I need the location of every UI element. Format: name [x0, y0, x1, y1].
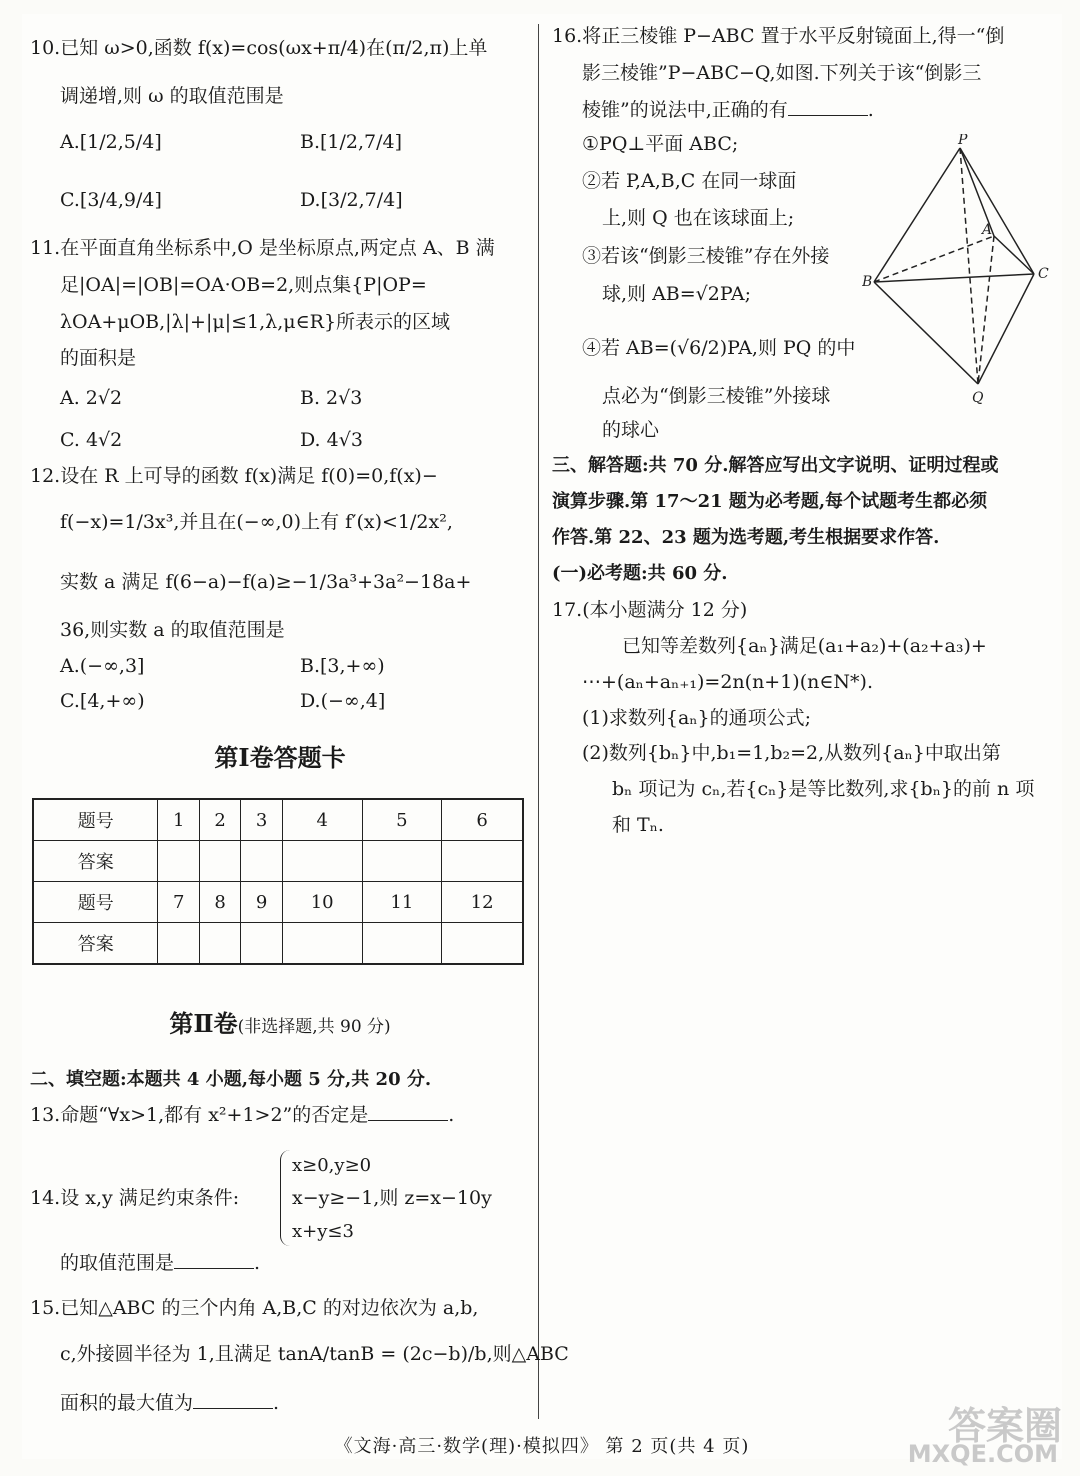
- q10-option-d: D.[3/2,7/4]: [300, 189, 403, 211]
- reflected-pyramid-diagram: [862, 134, 1062, 414]
- table-row: [33, 841, 523, 882]
- q17-part2-line1: (2)数列{bₙ}中,b₁=1,b₂=2,从数列{aₙ}中取出第: [582, 742, 1001, 764]
- q14-line2: 的取值范围是 .: [60, 1252, 261, 1274]
- section2-heading: 二、填空题:本题共 4 小题,每小题 5 分,共 20 分.: [30, 1069, 432, 1090]
- q16-line3: 棱锥”的说法中,正确的有 .: [582, 99, 874, 121]
- segment-pq-hidden: [960, 148, 978, 384]
- section3-line3: 作答.第 22、23 题为选考题,考生根据要求作答.: [552, 527, 940, 548]
- q16-item3-line1: ③若该“倒影三棱锥”存在外接: [582, 245, 830, 267]
- q17-line2: ⋯+(aₙ+aₙ₊₁)=2n(n+1)(n∈N*).: [582, 671, 874, 693]
- answer-cell-11[interactable]: [362, 923, 442, 965]
- q10-line2: 调递增,则 ω 的取值范围是: [60, 85, 284, 107]
- q17-part1: (1)求数列{aₙ}的通项公式;: [582, 707, 812, 729]
- answer-card-table: [32, 798, 524, 965]
- watermark-logo: 答案圈: [947, 1404, 1062, 1448]
- edge-bc: [874, 274, 1034, 282]
- section3-line1: 三、解答题:共 70 分.解答应写出文字说明、证明过程或: [552, 455, 999, 476]
- q12-option-c: C.[4,+∞): [60, 690, 145, 712]
- q17-part2-line3: 和 Tₙ.: [612, 814, 664, 836]
- q16-item4-line2: 点必为“倒影三棱锥”外接球: [602, 385, 831, 407]
- q16-item3-line2: 球,则 AB=√2PA;: [602, 283, 752, 305]
- q14-line1: 14.设 x,y 满足约束条件:: [30, 1187, 240, 1209]
- q17-line1: 已知等差数列{aₙ}满足(a₁+a₂)+(a₂+a₃)+: [622, 635, 987, 657]
- part2-header: [30, 1004, 530, 1039]
- q11-option-d: D. 4√3: [300, 429, 363, 451]
- table-cell: 7: [158, 882, 199, 923]
- q11-line4: 的面积是: [60, 347, 137, 369]
- q12-option-d: D.(−∞,4]: [300, 690, 386, 712]
- q10-option-b: B.[1/2,7/4]: [300, 131, 403, 153]
- q14-constraint1: x≥0,y≥0: [292, 1155, 372, 1176]
- edge-ac: [994, 236, 1034, 274]
- part2-subtitle: (非选择题,共 90 分): [237, 1017, 391, 1037]
- q14-answer-blank: [174, 1250, 254, 1269]
- q12-line1: 12.设在 R 上可导的函数 f(x)满足 f(0)=0,f(x)−: [30, 465, 438, 487]
- q15-line1: 15.已知△ABC 的三个内角 A,B,C 的对边依次为 a,b,: [30, 1297, 479, 1319]
- q14-text-end: 的取值范围是: [60, 1252, 175, 1274]
- q15-line2: c,外接圆半径为 1,且满足 tanA/tanB = (2c−b)/b,则△ABC: [60, 1343, 569, 1365]
- page-footer: 《文海·高三·数学(理)·模拟四》 第 2 页(共 4 页): [334, 1436, 750, 1457]
- q12-option-b: B.[3,+∞): [300, 655, 385, 677]
- edge-aq-hidden: [978, 236, 994, 384]
- q17-part2-line2: bₙ 项记为 cₙ,若{cₙ}是等比数列,求{bₙ}的前 n 项: [612, 778, 1035, 800]
- label-p: P: [958, 134, 968, 148]
- table-row: [33, 923, 523, 965]
- table-cell: 9: [241, 882, 282, 923]
- answer-cell-5[interactable]: [362, 841, 442, 882]
- q16-item2-line2: 上,则 Q 也在该球面上;: [602, 207, 795, 229]
- q12-line3: 实数 a 满足 f(6−a)−f(a)≥−1/3a³+3a²−18a+: [60, 571, 472, 593]
- answer-cell-3[interactable]: [241, 841, 282, 882]
- table-cell: 10: [282, 882, 362, 923]
- answer-cell-4[interactable]: [282, 841, 362, 882]
- q10-option-a: A.[1/2,5/4]: [60, 131, 162, 153]
- q15-line3: 面积的最大值为 .: [60, 1392, 280, 1414]
- q14-constraint2: x−y≥−1,则 z=x−10y: [292, 1187, 492, 1209]
- q16-item4-line1: ④若 AB=(√6/2)PA,则 PQ 的中: [582, 337, 856, 359]
- answer-cell-10[interactable]: [282, 923, 362, 965]
- subsection1-heading: (一)必考题:共 60 分.: [552, 563, 728, 584]
- table-cell: 5: [362, 799, 442, 841]
- table-cell: 12: [442, 882, 523, 923]
- q13-text: 13.命题“∀x>1,都有 x²+1>2”的否定是: [30, 1104, 369, 1126]
- table-cell: 2: [199, 799, 240, 841]
- edge-pb: [874, 148, 960, 282]
- q11-option-c: C. 4√2: [60, 429, 123, 451]
- watermark-url: MXQE.COM: [907, 1440, 1058, 1468]
- q15-text-end: 面积的最大值为: [60, 1392, 194, 1414]
- label-a: A: [982, 222, 993, 238]
- label-c: C: [1038, 266, 1049, 282]
- q11-option-b: B. 2√3: [300, 387, 363, 409]
- q16-item1: ①PQ⊥平面 ABC;: [582, 133, 739, 155]
- q10-line1: 10.已知 ω>0,函数 f(x)=cos(ωx+π/4)在(π/2,π)上单: [30, 37, 488, 59]
- table-cell: 题号: [33, 799, 158, 841]
- q11-line3: λOA+μOB,|λ|+|μ|≤1,λ,μ∈R}所表示的区域: [60, 311, 451, 333]
- q16-text-end: 棱锥”的说法中,正确的有: [582, 99, 788, 121]
- q12-option-a: A.(−∞,3]: [60, 655, 145, 677]
- table-cell: 1: [158, 799, 199, 841]
- q11-line1: 11.在平面直角坐标系中,O 是坐标原点,两定点 A、B 满: [30, 237, 495, 259]
- table-cell: 11: [362, 882, 442, 923]
- part2-title: 第Ⅱ卷: [169, 1009, 238, 1038]
- q12-line4: 36,则实数 a 的取值范围是: [60, 619, 285, 641]
- q16-line2: 影三棱锥”P−ABC−Q,如图.下列关于该“倒影三: [582, 62, 982, 84]
- q10-option-c: C.[3/4,9/4]: [60, 189, 162, 211]
- q13: 13.命题“∀x>1,都有 x²+1>2”的否定是 .: [30, 1104, 455, 1126]
- table-cell: 8: [199, 882, 240, 923]
- label-b: B: [862, 274, 873, 290]
- table-cell: 答案: [33, 923, 158, 965]
- q16-line1: 16.将正三棱锥 P−ABC 置于水平反射镜面上,得一“倒: [552, 25, 1005, 47]
- answer-cell-12[interactable]: [442, 923, 523, 965]
- table-cell: 4: [282, 799, 362, 841]
- q13-answer-blank: [368, 1102, 448, 1121]
- label-q: Q: [972, 390, 984, 406]
- q14-brace: [280, 1150, 291, 1246]
- q11-option-a: A. 2√2: [60, 387, 123, 409]
- table-cell: 答案: [33, 841, 158, 882]
- section3-line2: 演算步骤.第 17～21 题为必考题,每个试题考生都必须: [552, 491, 988, 512]
- answer-cell-6[interactable]: [442, 841, 523, 882]
- answer-card-title: 第Ⅰ卷答题卡: [214, 743, 346, 772]
- answer-cell-7[interactable]: [158, 923, 199, 965]
- edge-pc: [960, 148, 1034, 274]
- q16-item2-line1: ②若 P,A,B,C 在同一球面: [582, 170, 797, 192]
- q16-answer-blank: [788, 97, 868, 116]
- exam-page: [22, 14, 1062, 1459]
- table-row: [33, 882, 523, 923]
- q11-line2: 足|OA|=|OB|=OA·OB=2,则点集{P|OP=: [60, 274, 427, 296]
- table-row: [33, 799, 523, 841]
- q16-item4-line3: 的球心: [602, 419, 660, 441]
- answer-cell-8[interactable]: [199, 923, 240, 965]
- edge-ab-hidden: [874, 236, 994, 282]
- answer-cell-9[interactable]: [241, 923, 282, 965]
- answer-cell-1[interactable]: [158, 841, 199, 882]
- table-cell: 题号: [33, 882, 158, 923]
- table-cell: 3: [241, 799, 282, 841]
- q12-line2: f(−x)=1/3x³,并且在(−∞,0)上有 f′(x)<1/2x²,: [60, 511, 453, 533]
- q14-constraint3: x+y≤3: [292, 1221, 354, 1242]
- edge-qc: [978, 274, 1034, 384]
- q17-heading: 17.(本小题满分 12 分): [552, 599, 748, 621]
- table-cell: 6: [442, 799, 523, 841]
- answer-cell-2[interactable]: [199, 841, 240, 882]
- edge-qb: [874, 282, 978, 384]
- column-divider: [538, 24, 539, 1419]
- q15-answer-blank: [193, 1390, 273, 1409]
